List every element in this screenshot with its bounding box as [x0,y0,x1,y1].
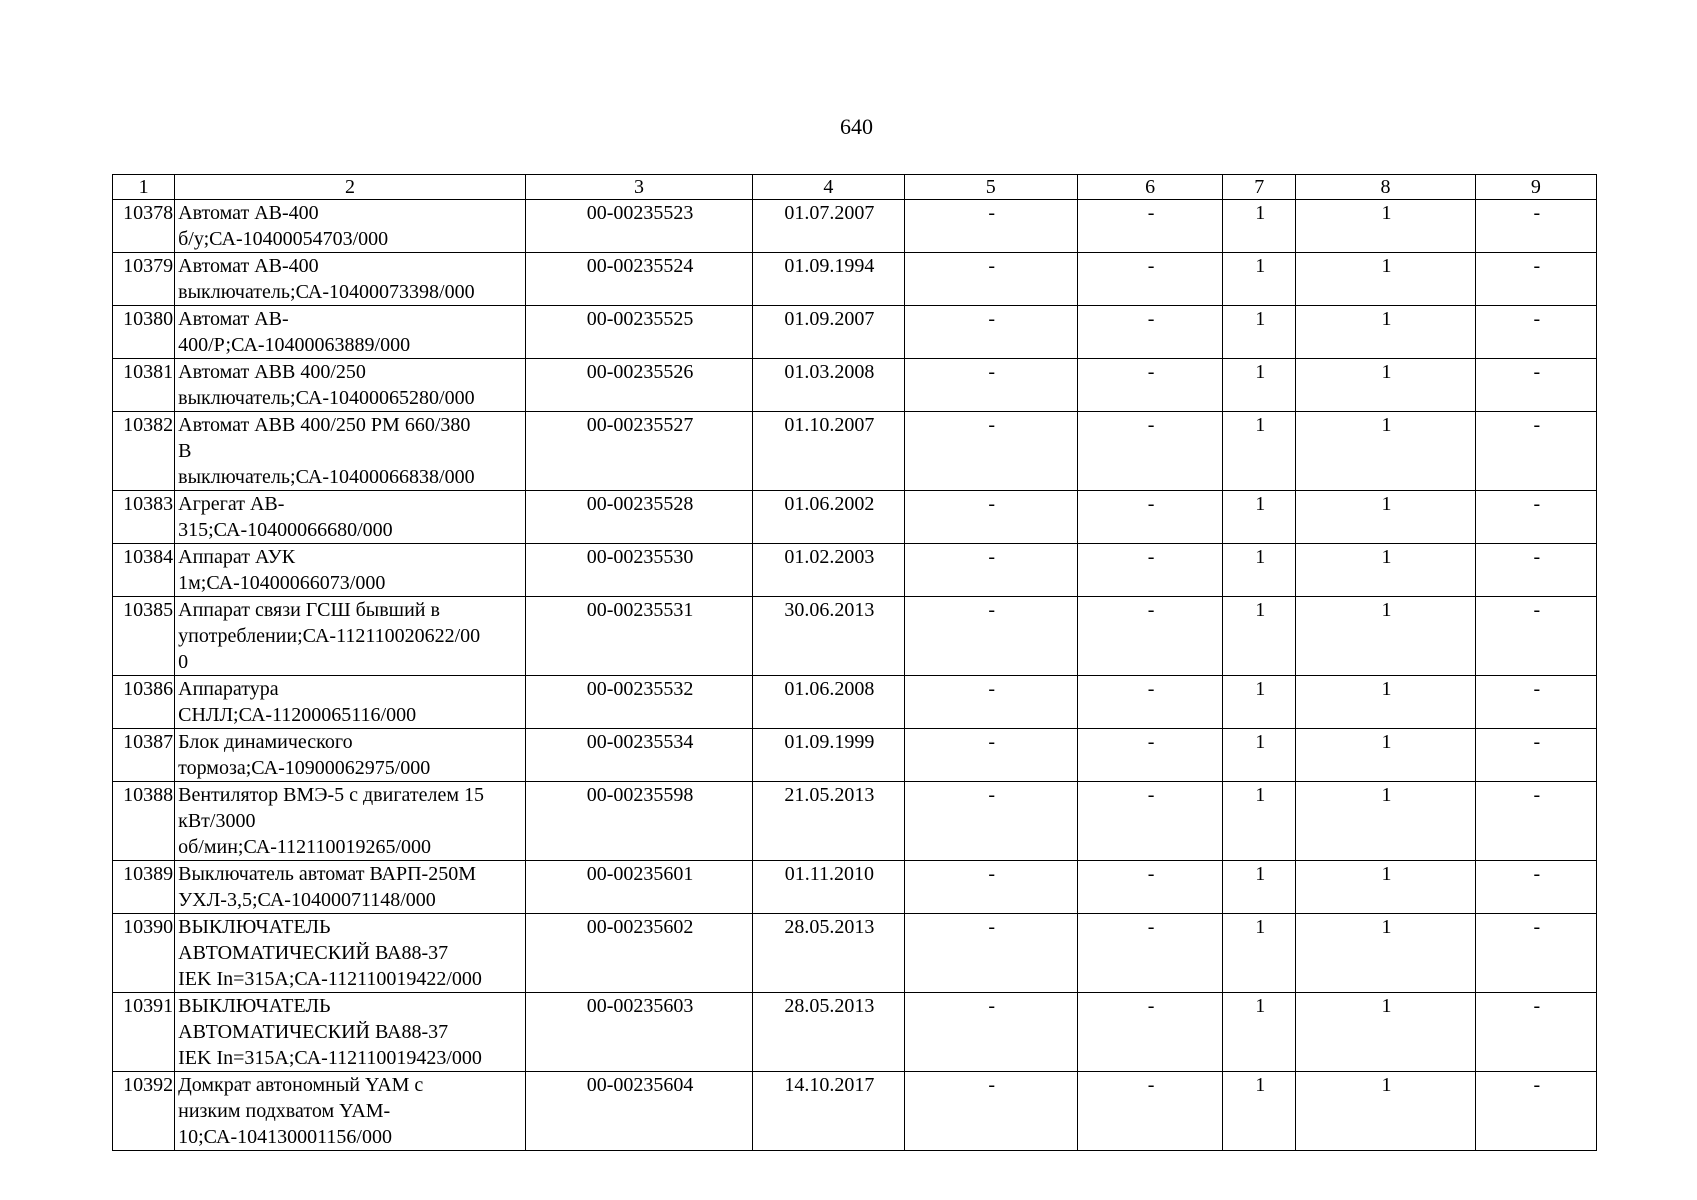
item-name-line: Аппаратура [178,678,279,700]
row-number-cell: 10385 [113,597,175,676]
column-7-cell: 1 [1223,412,1296,491]
column-7-cell: 1 [1223,200,1296,253]
column-header: 8 [1296,175,1475,200]
column-7-cell: 1 [1223,1072,1296,1151]
column-8-cell: 1 [1296,1072,1475,1151]
item-name-line: Автомат АВ-400 [178,202,319,224]
item-name-line: 10;СА-104130001156/000 [178,1126,392,1148]
item-name-line: Агрегат АВ- [178,493,285,515]
column-9-cell: - [1475,359,1596,412]
date-cell: 01.09.1999 [753,729,904,782]
column-6-cell: - [1077,1072,1222,1151]
column-7-cell: 1 [1223,782,1296,861]
column-8-cell: 1 [1296,597,1475,676]
column-9-cell: - [1475,200,1596,253]
table-row [113,782,1597,861]
item-name-line: Автомат АВ-400 [178,255,319,277]
column-5-cell: - [904,993,1077,1072]
column-5-cell: - [904,306,1077,359]
inventory-code-cell: 00-00235524 [525,253,752,306]
item-name-line: ВЫКЛЮЧАТЕЛЬ [178,995,331,1017]
column-7-cell: 1 [1223,491,1296,544]
column-5-cell: - [904,782,1077,861]
item-name-cell [175,861,526,914]
row-number-cell: 10389 [113,861,175,914]
table-row [113,597,1597,676]
table-row [113,914,1597,993]
column-header: 5 [904,175,1077,200]
column-8-cell: 1 [1296,491,1475,544]
item-name-cell [175,993,526,1072]
inventory-code-cell: 00-00235525 [525,306,752,359]
item-name-line: АВТОМАТИЧЕСКИЙ ВА88-37 [178,1021,449,1043]
table-row [113,253,1597,306]
column-7-cell: 1 [1223,993,1296,1072]
column-header: 3 [525,175,752,200]
date-cell: 01.06.2002 [753,491,904,544]
item-name-line: СНЛЛ;СА-11200065116/000 [178,704,417,726]
column-6-cell: - [1077,306,1222,359]
date-cell: 01.07.2007 [753,200,904,253]
column-5-cell: - [904,544,1077,597]
column-header: 6 [1077,175,1222,200]
row-number-cell: 10386 [113,676,175,729]
column-7-cell: 1 [1223,914,1296,993]
date-cell: 01.09.2007 [753,306,904,359]
column-5-cell: - [904,1072,1077,1151]
column-8-cell: 1 [1296,544,1475,597]
column-8-cell: 1 [1296,993,1475,1072]
item-name-line: IEK In=315А;СА-112110019423/000 [178,1047,482,1069]
item-name-line: Автомат АВВ 400/250 РМ 660/380 [178,414,471,436]
date-cell: 01.06.2008 [753,676,904,729]
table-row [113,412,1597,491]
item-name-line: Аппарат связи ГСШ бывший в [178,599,440,621]
item-name-line: низким подхватом YAM- [178,1100,391,1122]
item-name-line: выключатель;СА-10400073398/000 [178,281,475,303]
column-5-cell: - [904,412,1077,491]
column-header: 1 [113,175,175,200]
column-6-cell: - [1077,544,1222,597]
column-6-cell: - [1077,253,1222,306]
item-name-line: кВт/3000 [178,810,256,832]
column-6-cell: - [1077,597,1222,676]
table-row [113,359,1597,412]
inventory-code-cell: 00-00235603 [525,993,752,1072]
item-name-line: б/у;СА-10400054703/000 [178,228,389,250]
table-row [113,993,1597,1072]
table-row [113,1072,1597,1151]
table-row [113,544,1597,597]
column-6-cell: - [1077,861,1222,914]
row-number-cell: 10381 [113,359,175,412]
column-6-cell: - [1077,200,1222,253]
item-name-cell [175,782,526,861]
column-7-cell: 1 [1223,676,1296,729]
date-cell: 30.06.2013 [753,597,904,676]
column-6-cell: - [1077,993,1222,1072]
row-number-cell: 10384 [113,544,175,597]
row-number-cell: 10380 [113,306,175,359]
item-name-cell [175,544,526,597]
column-7-cell: 1 [1223,253,1296,306]
header-row [113,175,1597,200]
column-9-cell: - [1475,782,1596,861]
item-name-cell [175,914,526,993]
column-9-cell: - [1475,306,1596,359]
date-cell: 28.05.2013 [753,914,904,993]
inventory-code-cell: 00-00235523 [525,200,752,253]
item-name-line: Домкрат автономный YAM с [178,1074,424,1096]
column-5-cell: - [904,914,1077,993]
row-number-cell: 10390 [113,914,175,993]
column-5-cell: - [904,597,1077,676]
column-6-cell: - [1077,782,1222,861]
item-name-line: 0 [178,651,189,673]
inventory-code-cell: 00-00235598 [525,782,752,861]
item-name-line: выключатель;СА-10400065280/000 [178,387,475,409]
inventory-code-cell: 00-00235532 [525,676,752,729]
column-5-cell: - [904,676,1077,729]
column-8-cell: 1 [1296,253,1475,306]
inventory-code-cell: 00-00235530 [525,544,752,597]
item-name-cell [175,359,526,412]
row-number-cell: 10383 [113,491,175,544]
date-cell: 01.02.2003 [753,544,904,597]
column-9-cell: - [1475,544,1596,597]
column-7-cell: 1 [1223,861,1296,914]
column-header: 2 [175,175,526,200]
item-name-cell [175,200,526,253]
inventory-code-cell: 00-00235527 [525,412,752,491]
inventory-code-cell: 00-00235604 [525,1072,752,1151]
column-7-cell: 1 [1223,359,1296,412]
column-6-cell: - [1077,914,1222,993]
row-number-cell: 10388 [113,782,175,861]
item-name-line: Блок динамического [178,731,353,753]
table-row [113,861,1597,914]
row-number-cell: 10392 [113,1072,175,1151]
column-9-cell: - [1475,597,1596,676]
row-number-cell: 10379 [113,253,175,306]
item-name-cell [175,412,526,491]
item-name-line: употреблении;СА-112110020622/00 [178,625,481,647]
item-name-line: УХЛ-3,5;СА-10400071148/000 [178,889,436,911]
column-header: 9 [1475,175,1596,200]
item-name-line: IEK In=315А;СА-112110019422/000 [178,968,482,990]
date-cell: 01.03.2008 [753,359,904,412]
item-name-line: 400/Р;СА-10400063889/000 [178,334,411,356]
column-9-cell: - [1475,914,1596,993]
date-cell: 01.10.2007 [753,412,904,491]
date-cell: 01.11.2010 [753,861,904,914]
table-row [113,676,1597,729]
date-cell: 14.10.2017 [753,1072,904,1151]
column-9-cell: - [1475,676,1596,729]
column-header: 4 [753,175,904,200]
column-8-cell: 1 [1296,412,1475,491]
item-name-line: 1м;СА-10400066073/000 [178,572,386,594]
column-9-cell: - [1475,253,1596,306]
table-row [113,200,1597,253]
column-6-cell: - [1077,491,1222,544]
column-5-cell: - [904,491,1077,544]
column-5-cell: - [904,359,1077,412]
item-name-line: Аппарат АУК [178,546,296,568]
column-9-cell: - [1475,412,1596,491]
column-5-cell: - [904,200,1077,253]
column-8-cell: 1 [1296,676,1475,729]
column-8-cell: 1 [1296,861,1475,914]
item-name-line: тормоза;СА-10900062975/000 [178,757,431,779]
item-name-line: Выключатель автомат ВАРП-250М [178,863,476,885]
column-7-cell: 1 [1223,597,1296,676]
column-9-cell: - [1475,993,1596,1072]
item-name-line: Автомат АВ- [178,308,289,330]
column-header: 7 [1223,175,1296,200]
column-9-cell: - [1475,1072,1596,1151]
page-number: 640 [840,114,873,139]
item-name-cell [175,676,526,729]
column-8-cell: 1 [1296,914,1475,993]
column-9-cell: - [1475,861,1596,914]
item-name-line: выключатель;СА-10400066838/000 [178,466,475,488]
column-7-cell: 1 [1223,729,1296,782]
item-name-line: В [178,440,192,462]
column-6-cell: - [1077,412,1222,491]
column-8-cell: 1 [1296,729,1475,782]
column-5-cell: - [904,253,1077,306]
row-number-cell: 10378 [113,200,175,253]
row-number-cell: 10382 [113,412,175,491]
table-header [113,175,1597,200]
column-5-cell: - [904,861,1077,914]
inventory-code-cell: 00-00235534 [525,729,752,782]
item-name-line: ВЫКЛЮЧАТЕЛЬ [178,916,331,938]
inventory-code-cell: 00-00235526 [525,359,752,412]
inventory-code-cell: 00-00235531 [525,597,752,676]
table-row [113,306,1597,359]
table-row [113,729,1597,782]
date-cell: 28.05.2013 [753,993,904,1072]
item-name-cell [175,306,526,359]
inventory-code-cell: 00-00235528 [525,491,752,544]
item-name-cell [175,253,526,306]
column-9-cell: - [1475,729,1596,782]
column-9-cell: - [1475,491,1596,544]
table-body [113,200,1597,1151]
date-cell: 01.09.1994 [753,253,904,306]
item-name-line: об/мин;СА-112110019265/000 [178,836,431,858]
item-name-line: АВТОМАТИЧЕСКИЙ ВА88-37 [178,942,449,964]
column-6-cell: - [1077,676,1222,729]
column-6-cell: - [1077,729,1222,782]
column-7-cell: 1 [1223,544,1296,597]
item-name-line: Вентилятор ВМЭ-5 с двигателем 15 [178,784,485,806]
item-name-line: 315;СА-10400066680/000 [178,519,393,541]
table-row [113,491,1597,544]
item-name-cell [175,597,526,676]
column-5-cell: - [904,729,1077,782]
date-cell: 21.05.2013 [753,782,904,861]
item-name-line: Автомат АВВ 400/250 [178,361,366,383]
inventory-table [112,174,1597,1151]
item-name-cell [175,729,526,782]
inventory-code-cell: 00-00235602 [525,914,752,993]
item-name-cell [175,491,526,544]
inventory-code-cell: 00-00235601 [525,861,752,914]
column-8-cell: 1 [1296,200,1475,253]
column-6-cell: - [1077,359,1222,412]
column-8-cell: 1 [1296,782,1475,861]
column-8-cell: 1 [1296,306,1475,359]
row-number-cell: 10387 [113,729,175,782]
column-8-cell: 1 [1296,359,1475,412]
column-7-cell: 1 [1223,306,1296,359]
row-number-cell: 10391 [113,993,175,1072]
item-name-cell [175,1072,526,1151]
